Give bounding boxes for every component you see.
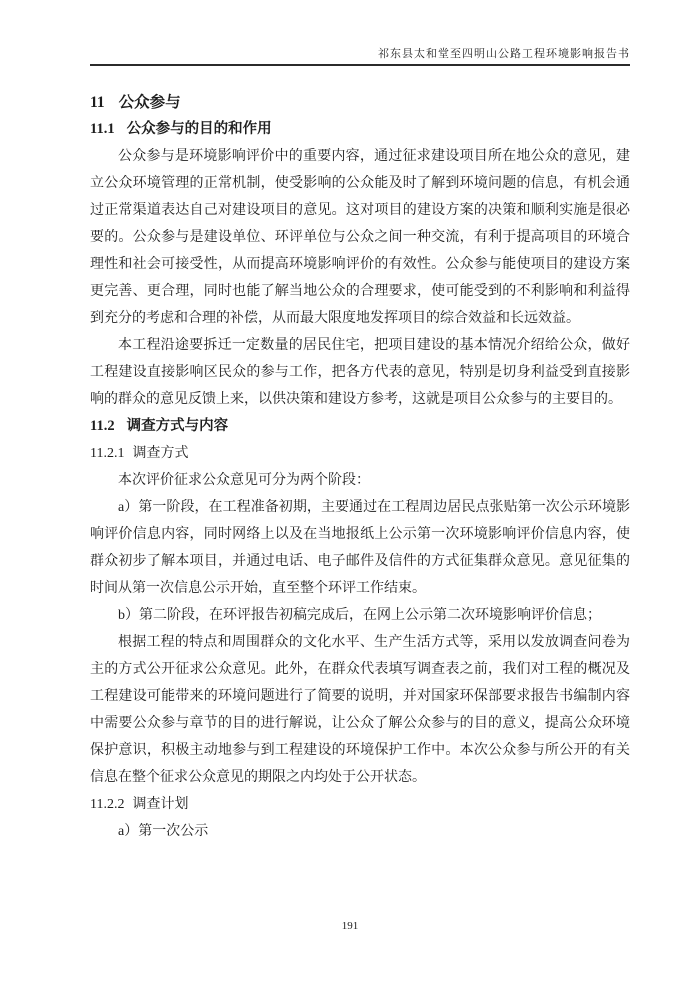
- section-title: 公众参与: [118, 94, 181, 111]
- section-heading-11: [90, 89, 630, 116]
- paragraph-purpose-2: 本工程沿途要拆迁一定数量的居民住宅，把项目建设的基本情况介绍给公众，做好工程建设直接影响区民众的参与工作，把各方代表的意见，特别是切身利益受到直接影响的群众的意见反馈上来，以供决策和建设方参考，这就是项目公众参与的主要目的。: [90, 338, 630, 407]
- paragraph-stage-a: a）第一阶段，在工程准备初期，主要通过在工程周边居民点张贴第一次公示环境影响评价信息内容，同时网络上以及在当地报纸上公示第一次环境影响评价信息内容，使群众初步了解本项目，并通过电话、电子邮件及信件的方式征集群众意见。意见征集的时间从第一次信息公示开始，直至整个环评工作结束。: [90, 500, 630, 596]
- section-heading-11-2: [90, 413, 630, 440]
- paragraph-stages-intro: 本次评价征求公众意见可分为两个阶段：: [118, 473, 370, 488]
- section-number: 11.1: [90, 121, 115, 137]
- section-title: 公众参与的目的和作用: [126, 121, 272, 137]
- section-title: 调查方式与内容: [126, 418, 229, 434]
- section-heading-11-2-1: [90, 440, 630, 467]
- paragraph-purpose-1: 公众参与是环境影响评价中的重要内容，通过征求建设项目所在地公众的意见，建立公众环境管理的正常机制，使受影响的公众能及时了解到环境问题的信息，有机会通过正常渠道表达自己对建设项目的意见。这对项目的建设方案的决策和顺利实施是很必要的。公众参与是建设单位、环评单位与公众之间一种交流，有利于提高项目的环境合理性和社会可接受性，从而提高环境影响评价的有效性。公众参与能使项目的建设方案更完善、更合理，同时也能了解当地公众的合理要求，使可能受到的不利影响和利益得到充分的考虑和合理的补偿，从而最大限度地发挥项目的综合效益和长远效益。: [90, 149, 630, 326]
- section-number: 11.2.1: [90, 446, 125, 461]
- section-number: 11.2: [90, 418, 115, 434]
- section-heading-11-1: [90, 116, 630, 143]
- paragraph-first-announcement: a）第一次公示: [118, 824, 209, 839]
- page-number: 191: [341, 920, 359, 932]
- paragraph-questionnaire: 根据工程的特点和周围群众的文化水平、生产生活方式等，采用以发放调查问卷为主的方式公开征求公众意见。此外，在群众代表填写调查表之前，我们对工程的概况及工程建设可能带来的环境问题进行了简要的说明，并对国家环保部要求报告书编制内容中需要公众参与章节的目的进行解说，让公众了解公众参与的目的意义，提高公众环境保护意识，积极主动地参与到工程建设的环境保护工作中。本次公众参与所公开的有关信息在整个征求公众意见的期限之内均处于公开状态。: [90, 635, 630, 785]
- document-body: [90, 89, 630, 845]
- section-number: 11.2.2: [90, 797, 125, 812]
- section-title: 调查计划: [132, 797, 189, 812]
- paragraph-stage-b: b）第二阶段，在环评报告初稿完成后，在网上公示第二次环境影响评价信息；: [118, 608, 601, 623]
- section-heading-11-2-2: [90, 791, 630, 818]
- page-header-title: 祁东县太和堂至四明山公路工程环境影响报告书: [378, 48, 630, 60]
- header-rule: [90, 64, 630, 66]
- section-number: 11: [90, 94, 105, 111]
- section-title: 调查方式: [132, 446, 189, 461]
